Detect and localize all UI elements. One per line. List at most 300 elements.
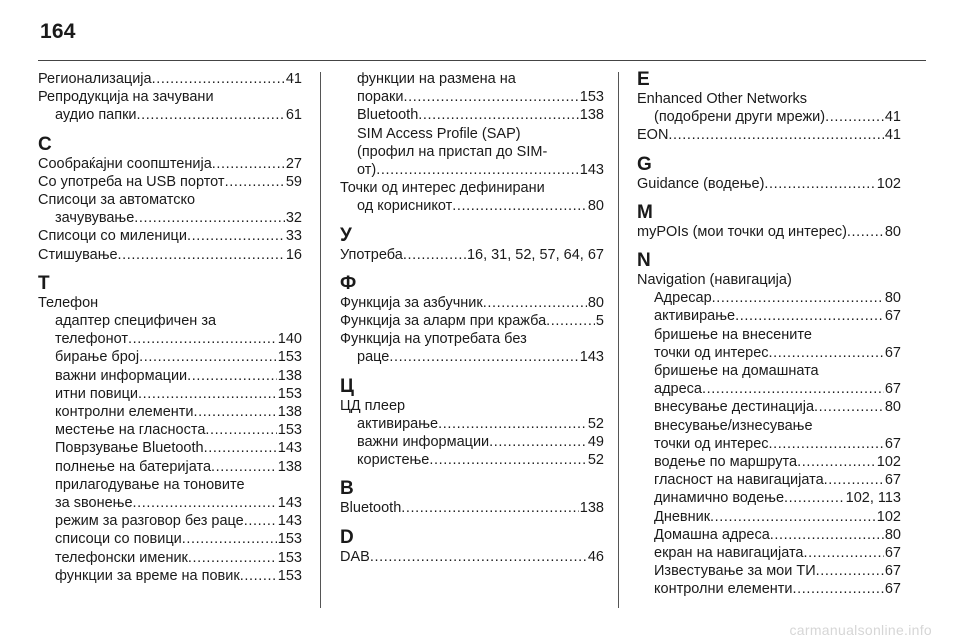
page-reference[interactable]: 41: [884, 109, 901, 126]
index-entry: [637, 453, 901, 471]
index-entry-line: [637, 175, 901, 193]
page-reference[interactable]: 153: [579, 89, 604, 106]
page-reference[interactable]: 102: [876, 175, 901, 192]
dot-leader: [194, 403, 277, 421]
index-entry-line: [637, 580, 901, 598]
index-section-letter: N: [637, 250, 651, 272]
page-reference[interactable]: 153: [277, 531, 302, 548]
index-section-letter: E: [637, 69, 650, 90]
index-entry-line: [637, 526, 901, 544]
dot-leader: [152, 70, 285, 88]
page-reference[interactable]: 67: [884, 545, 901, 562]
index-term: од корисникот: [357, 198, 453, 215]
dot-leader: [483, 294, 587, 312]
index-term: внесување дестинација: [654, 399, 815, 416]
index-entry: [637, 580, 901, 598]
index-entry-line: [340, 106, 604, 124]
index-entry: [38, 294, 302, 312]
index-term: бришење на внесените: [654, 326, 812, 343]
page-reference[interactable]: 67: [884, 308, 901, 325]
index-term: от): [357, 162, 377, 179]
index-entry-line: [340, 451, 604, 469]
index-entry: [38, 191, 302, 227]
index-entry: [38, 530, 302, 548]
page-reference[interactable]: 138: [579, 107, 604, 124]
index-entry-line: [38, 549, 302, 567]
index-entry-line: [637, 271, 901, 289]
dot-leader: [452, 197, 587, 215]
index-entry-line: [340, 330, 604, 348]
dot-leader: [244, 512, 277, 530]
index-term: итни повици: [55, 385, 138, 402]
dot-leader: [205, 421, 276, 439]
page-reference[interactable]: 138: [579, 500, 604, 517]
index-term: раце: [357, 349, 390, 366]
index-term: телефонот: [55, 331, 128, 348]
page-reference[interactable]: 80: [587, 198, 604, 215]
index-entry-line: [38, 458, 302, 476]
index-entry-line: [38, 294, 302, 312]
index-entry-line: [637, 326, 901, 344]
index-entry-line: [38, 476, 302, 494]
index-entry: [38, 312, 302, 348]
index-term: екран на навигацијата: [654, 545, 804, 562]
index-entry: [38, 173, 302, 191]
dot-leader: [403, 246, 466, 264]
index-term: (подобрени други мрежи): [654, 109, 826, 126]
dot-leader: [225, 173, 285, 191]
index-entry-line: [637, 380, 901, 398]
index-entry-line: [38, 70, 302, 88]
index-entry-line: [38, 227, 302, 245]
dot-leader: [212, 155, 285, 173]
index-term: функции за време на повик: [55, 567, 240, 584]
page-reference[interactable]: 153: [277, 422, 302, 439]
page-reference[interactable]: 16: [285, 246, 302, 263]
index-entry-line: [340, 312, 604, 330]
index-term: режим за разговор без раце: [55, 513, 244, 530]
index-entry: [38, 439, 302, 457]
index-term: Телефон: [38, 294, 99, 311]
page-reference[interactable]: 49: [587, 434, 604, 451]
index-term: зачувување: [55, 210, 135, 227]
index-entry: [340, 499, 604, 517]
index-entry: [637, 398, 901, 416]
dot-leader: [668, 126, 883, 144]
dot-leader: [404, 88, 579, 106]
index-entry: [637, 526, 901, 544]
index-term: EON: [637, 127, 669, 144]
index-term: (профил на пристап до SIM-: [357, 143, 548, 160]
index-entry: [637, 544, 901, 562]
dot-leader: [182, 530, 277, 548]
page-number: 164: [40, 20, 76, 43]
index-column-1: [38, 70, 302, 585]
index-term: пораки: [357, 89, 404, 106]
index-entry-line: [637, 471, 901, 489]
index-entry: [637, 271, 901, 289]
index-term: гласност на навигацијата: [654, 472, 824, 489]
index-term: бирање број: [55, 349, 140, 366]
index-entry: [637, 223, 901, 241]
page-reference[interactable]: 33: [285, 228, 302, 245]
index-entry-line: [637, 435, 901, 453]
index-section-letter: Т: [38, 272, 50, 294]
page-reference[interactable]: 153: [277, 385, 302, 402]
index-entry-line: [637, 289, 901, 307]
index-section-letter: M: [637, 201, 653, 223]
index-entry: [340, 330, 604, 366]
index-entry-line: [38, 348, 302, 366]
index-entry: [637, 175, 901, 193]
index-entry-line: [637, 453, 901, 471]
index-term: Navigation (навигација): [637, 272, 792, 289]
page-reference[interactable]: 153: [277, 567, 302, 584]
index-entry-line: [38, 312, 302, 330]
index-term: Bluetooth: [340, 500, 402, 517]
index-entry: [637, 362, 901, 398]
index-entry-line: [340, 548, 604, 566]
index-term: полнење на батеријата: [55, 458, 212, 475]
index-term: Enhanced Other Networks: [637, 91, 808, 107]
index-entry: [38, 88, 302, 124]
index-entry-line: [38, 191, 302, 209]
page-reference[interactable]: 80: [587, 294, 604, 311]
index-entry: [637, 471, 901, 489]
index-entry-line: [637, 508, 901, 526]
index-entry: [637, 489, 901, 507]
index-entry-line: [38, 209, 302, 227]
index-term: Стишување: [38, 246, 118, 263]
page-reference[interactable]: 67: [884, 435, 901, 452]
page-reference[interactable]: 143: [277, 440, 302, 457]
index-entry: [38, 458, 302, 476]
index-entry-line: [340, 415, 604, 433]
index-term: точки од интерес: [654, 344, 769, 361]
index-column-3: [637, 70, 901, 599]
index-section-letter: D: [340, 526, 354, 548]
dot-leader: [816, 562, 884, 580]
index-term: myPOIs (мои точки од интерес): [637, 223, 847, 240]
index-term: водење по маршрута: [654, 454, 798, 471]
index-term: ЦД плеер: [340, 397, 406, 414]
page-reference[interactable]: 143: [277, 513, 302, 530]
page-reference[interactable]: 138: [277, 367, 302, 384]
index-term: Со употреба на USB портот: [38, 173, 225, 190]
index-section-letter: У: [340, 224, 352, 246]
page-reference[interactable]: 138: [277, 458, 302, 475]
index-entry: [340, 451, 604, 469]
dot-leader: [797, 453, 876, 471]
dot-leader: [784, 489, 845, 507]
page-reference[interactable]: 52: [587, 415, 604, 432]
index-entry: [38, 421, 302, 439]
dot-leader: [128, 330, 277, 348]
index-entry-line: [38, 403, 302, 421]
index-term: Функција за аларм при кражба: [340, 313, 547, 330]
dot-leader: [769, 435, 884, 453]
index-entry-line: [38, 385, 302, 403]
index-entry: [637, 90, 901, 126]
index-term: списоци со повици: [55, 531, 182, 548]
page-reference[interactable]: 67: [884, 381, 901, 398]
page-reference[interactable]: 67: [884, 563, 901, 580]
page-reference[interactable]: 52: [587, 452, 604, 469]
dot-leader: [429, 451, 586, 469]
dot-leader: [710, 508, 876, 526]
index-entry: [340, 125, 604, 180]
index-term: точки од интерес: [654, 435, 769, 452]
index-entry-line: [340, 433, 604, 451]
index-entry-line: [340, 397, 604, 415]
index-term: адаптер специфичен за: [55, 313, 217, 330]
index-term: Известување за мои ТИ: [654, 563, 816, 580]
index-term: Функција за азбучник: [340, 294, 483, 311]
index-entry-line: [38, 330, 302, 348]
index-entry: [38, 476, 302, 512]
index-entry: [38, 385, 302, 403]
index-term: активирање: [654, 308, 736, 325]
index-entry-line: [637, 489, 901, 507]
index-term: контролни елементи: [55, 404, 194, 421]
index-term: аудио папки: [55, 107, 137, 124]
dot-leader: [764, 175, 875, 193]
dot-leader: [133, 494, 277, 512]
index-section-letter: С: [38, 133, 52, 155]
index-term: Домашна адреса: [654, 526, 770, 543]
index-entry: [38, 512, 302, 530]
index-term: Дневник: [654, 508, 711, 525]
index-term: Bluetooth: [357, 107, 419, 124]
index-entry-line: [38, 106, 302, 124]
page-reference[interactable]: 80: [884, 526, 901, 543]
index-term: внесување/изнесување: [654, 417, 813, 434]
dot-leader: [118, 246, 285, 264]
index-term: Репродукција на зачувани: [38, 89, 214, 106]
index-entry-line: [637, 544, 901, 562]
dot-leader: [138, 385, 277, 403]
index-entry-line: [637, 126, 901, 144]
page-reference[interactable]: 27: [285, 155, 302, 172]
index-entry: [637, 417, 901, 453]
index-entry: [38, 70, 302, 88]
index-entry: [340, 70, 604, 106]
dot-leader: [134, 209, 285, 227]
index-entry-line: [637, 562, 901, 580]
index-entry-line: [340, 197, 604, 215]
index-section-letter: G: [637, 153, 652, 175]
page-reference[interactable]: 140: [277, 331, 302, 348]
index-entry-line: [38, 173, 302, 191]
dot-leader: [702, 380, 884, 398]
page-reference[interactable]: 67: [884, 344, 901, 361]
index-column-2: [340, 70, 604, 566]
index-section-letter: Ц: [340, 375, 354, 397]
index-entry-line: [38, 530, 302, 548]
page-reference[interactable]: 102: [876, 508, 901, 525]
index-entry: [340, 397, 604, 415]
index-entry-line: [38, 567, 302, 585]
index-entry: [38, 227, 302, 245]
page-reference[interactable]: 41: [285, 71, 302, 87]
index-entry-line: [340, 499, 604, 517]
dot-leader: [438, 415, 587, 433]
dot-leader: [489, 433, 587, 451]
dot-leader: [188, 549, 277, 567]
page-reference[interactable]: 143: [277, 495, 302, 512]
page-reference[interactable]: 143: [579, 349, 604, 366]
dot-leader: [240, 567, 277, 585]
dot-leader: [187, 367, 277, 385]
column-divider: [618, 72, 619, 608]
index-term: местење на гласноста: [55, 422, 206, 439]
index-term: бришење на домашната: [654, 363, 819, 380]
page-reference[interactable]: 67: [884, 581, 901, 598]
index-term: Сообраќајни соопштенија: [38, 155, 212, 172]
dot-leader: [735, 307, 884, 325]
dot-leader: [825, 108, 884, 126]
index-entry-line: [340, 88, 604, 106]
index-term: Точки од интерес дефинирани: [340, 180, 545, 197]
dot-leader: [401, 499, 579, 517]
index-entry: [340, 433, 604, 451]
index-entry-line: [38, 439, 302, 457]
index-entry: [38, 246, 302, 264]
index-term: Адресар: [654, 290, 712, 307]
dot-leader: [847, 223, 884, 241]
index-entry: [38, 155, 302, 173]
index-term: Регионализација: [38, 71, 152, 87]
dot-leader: [546, 312, 595, 330]
index-entry-line: [637, 344, 901, 362]
index-entry: [637, 126, 901, 144]
index-term: Функција на употребата без: [340, 331, 527, 348]
dot-leader: [712, 289, 884, 307]
page-reference[interactable]: 153: [277, 549, 302, 566]
index-entry: [637, 326, 901, 362]
dot-leader: [804, 544, 884, 562]
index-entry: [38, 567, 302, 585]
page-reference[interactable]: 41: [884, 127, 901, 144]
index-entry-line: [38, 512, 302, 530]
index-entry-line: [340, 143, 604, 161]
index-entry-line: [340, 179, 604, 197]
index-term: за sвонење: [55, 495, 133, 512]
dot-leader: [793, 580, 884, 598]
watermark: carmanualsonline.info: [789, 622, 932, 638]
index-term: важни информации: [55, 367, 188, 384]
dot-leader: [376, 161, 579, 179]
index-term: контролни елементи: [654, 581, 793, 598]
index-term: Списоци со миленици: [38, 228, 187, 245]
dot-leader: [814, 398, 884, 416]
page-reference[interactable]: 153: [277, 349, 302, 366]
index-term: прилагодување на тоновите: [55, 476, 245, 493]
page-reference[interactable]: 5: [595, 313, 604, 330]
index-entry: [340, 548, 604, 566]
page-reference[interactable]: 80: [884, 223, 901, 240]
index-entry-line: [637, 307, 901, 325]
page-reference[interactable]: 138: [277, 404, 302, 421]
page-reference[interactable]: 102: [876, 454, 901, 471]
index-entry: [38, 549, 302, 567]
index-term: Поврзување Bluetooth: [55, 440, 204, 457]
dot-leader: [370, 548, 587, 566]
page-reference[interactable]: 67: [884, 472, 901, 489]
header-rule: [38, 60, 926, 61]
page-reference[interactable]: 46: [587, 548, 604, 565]
index-entry-line: [637, 362, 901, 380]
index-term: Употреба: [340, 246, 403, 263]
dot-leader: [770, 526, 884, 544]
index-term: важни информации: [357, 434, 490, 451]
index-term: динамично водење: [654, 490, 785, 507]
index-entry: [38, 348, 302, 366]
index-entry: [38, 367, 302, 385]
index-entry-line: [637, 90, 901, 108]
index-entry-line: [38, 88, 302, 106]
index-term: активирање: [357, 415, 439, 432]
dot-leader: [211, 458, 277, 476]
index-entry: [637, 508, 901, 526]
index-entry: [340, 415, 604, 433]
dot-leader: [137, 106, 285, 124]
page-reference[interactable]: 80: [884, 399, 901, 416]
index-entry-line: [38, 155, 302, 173]
index-entry: [637, 289, 901, 307]
dot-leader: [824, 471, 884, 489]
page-reference[interactable]: 61: [285, 107, 302, 124]
index-entry-line: [38, 246, 302, 264]
index-entry-line: [637, 398, 901, 416]
index-entry: [340, 246, 604, 264]
index-term: користење: [357, 452, 430, 469]
page-reference[interactable]: 80: [884, 290, 901, 307]
dot-leader: [418, 106, 579, 124]
dot-leader: [187, 227, 285, 245]
index-section-letter: Ф: [340, 272, 357, 294]
index-entry-line: [340, 348, 604, 366]
page-reference[interactable]: 102, 113: [845, 490, 901, 507]
column-divider: [320, 72, 321, 608]
index-entry-line: [38, 494, 302, 512]
index-term: адреса: [654, 381, 702, 398]
index-entry-line: [340, 294, 604, 312]
index-entry: [38, 403, 302, 421]
dot-leader: [769, 344, 884, 362]
index-entry-line: [340, 246, 604, 264]
page-reference[interactable]: 32: [285, 210, 302, 227]
index-term: телефонски именик: [55, 549, 188, 566]
dot-leader: [389, 348, 578, 366]
page-reference[interactable]: 16, 31, 52, 57, 64, 67: [466, 246, 604, 263]
index-entry-line: [637, 108, 901, 126]
page-reference[interactable]: 59: [285, 173, 302, 190]
index-term: SIM Access Profile (SAP): [357, 125, 521, 142]
index-entry-line: [38, 421, 302, 439]
index-entry: [340, 106, 604, 124]
index-entry-line: [340, 70, 604, 88]
index-entry-line: [637, 417, 901, 435]
index-term: функции на размена на: [357, 71, 516, 87]
page-reference[interactable]: 143: [579, 162, 604, 179]
index-section-letter: B: [340, 478, 354, 500]
index-term: Списоци за автоматско: [38, 192, 196, 209]
index-entry: [340, 179, 604, 215]
dot-leader: [204, 439, 277, 457]
index-term: DAB: [340, 548, 370, 565]
index-entry-line: [340, 161, 604, 179]
